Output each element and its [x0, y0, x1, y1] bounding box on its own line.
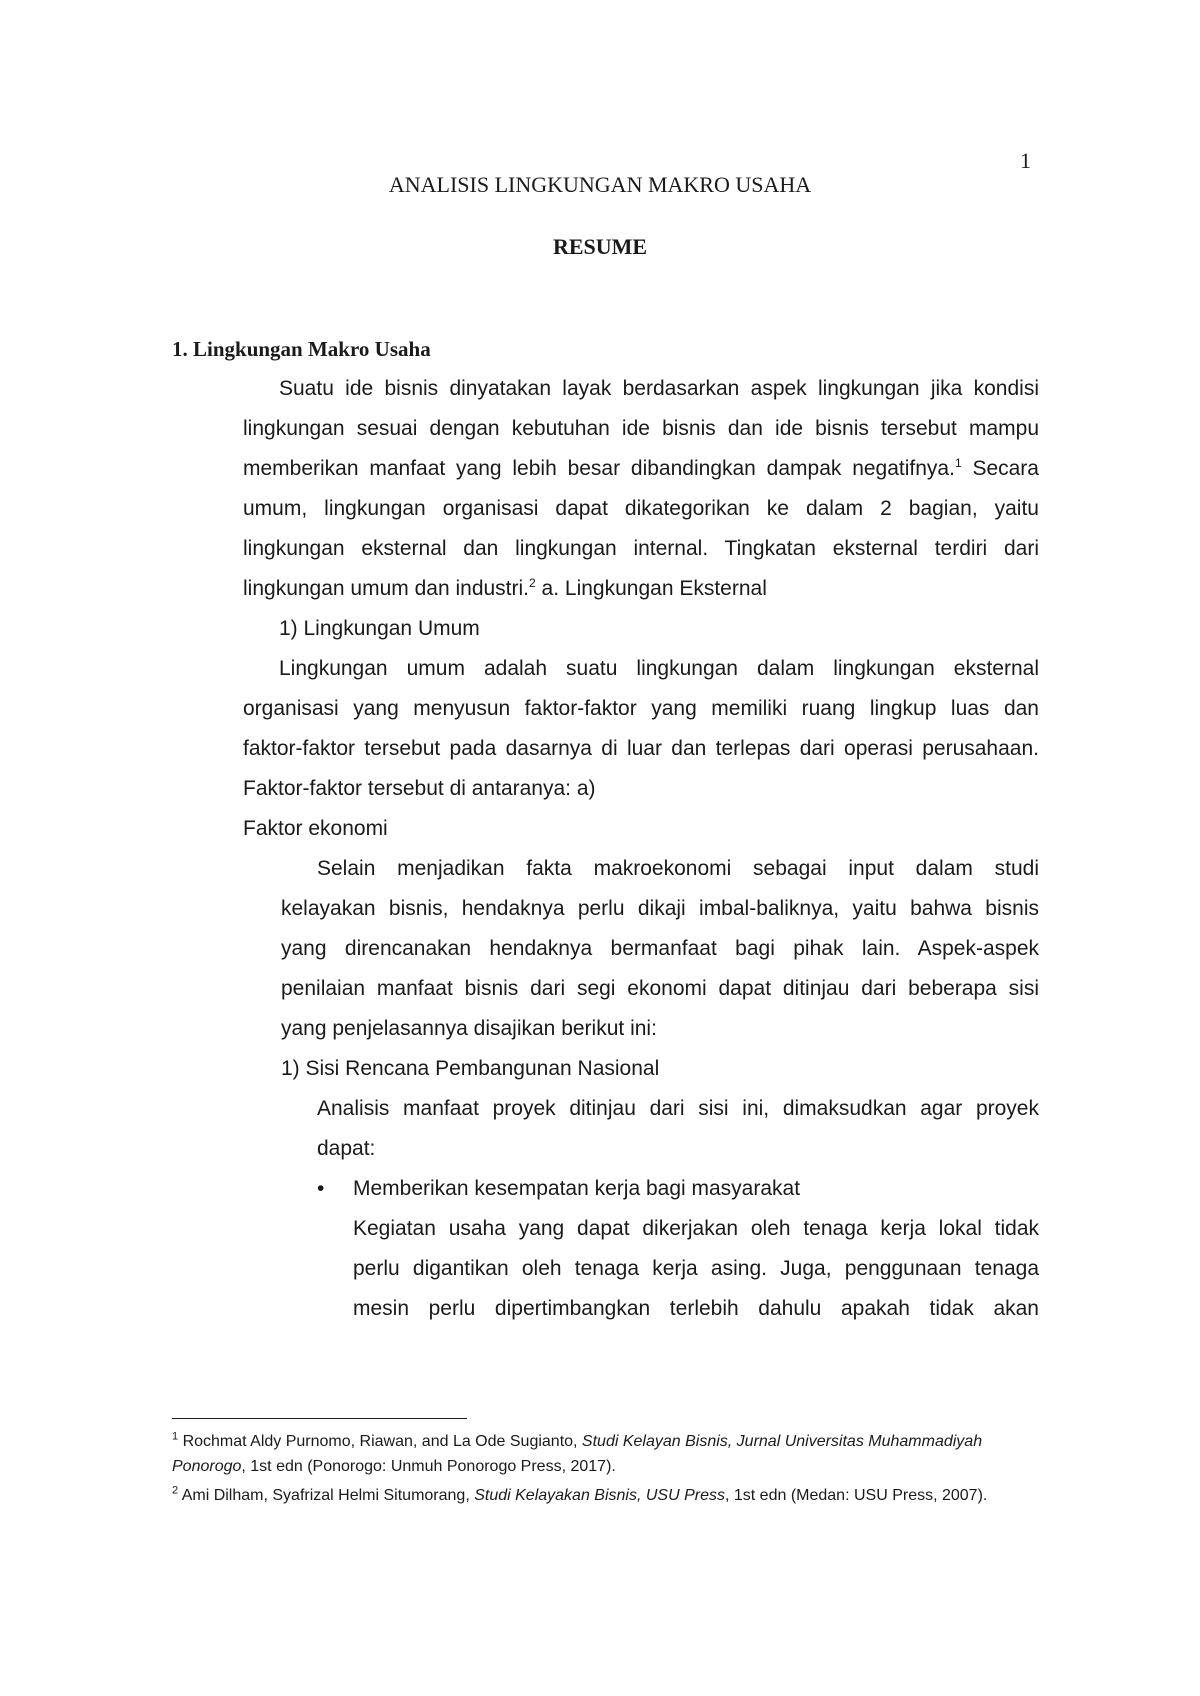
footnote-number: 1 [172, 1430, 179, 1443]
footnote-1 [172, 1430, 1042, 1480]
body-line: penilaian manfaat bisnis dari segi ekonomi dapat ditinjau dari beberapa sisi [281, 977, 1039, 1000]
footnote-source: Studi Kelayan Bisnis, Jurnal Universitas Muhammadiyah Ponorogo [172, 1433, 983, 1475]
body-line: Faktor-faktor tersebut di antaranya: a) [243, 777, 596, 800]
footnote-source: Studi Kelayakan Bisnis, USU Press [474, 1487, 725, 1504]
body-line: faktor-faktor tersebut pada dasarnya di luar dan terlepas dari operasi perusahaan. [243, 737, 1039, 760]
document-subtitle: RESUME [552, 234, 648, 259]
body-line: organisasi yang menyusun faktor-faktor yang memiliki ruang lingkup luas dan [243, 697, 1039, 720]
body-text: lingkungan umum dan industri. [243, 577, 530, 600]
footnote-number: 2 [172, 1484, 179, 1497]
body-line: Kegiatan usaha yang dapat dikerjakan oleh tenaga kerja lokal tidak [353, 1217, 1039, 1240]
page-number: 1 [1020, 148, 1031, 173]
body-text: memberikan manfaat yang lebih besar dibandingkan dampak negatifnya. [243, 457, 955, 480]
footnote-ref[interactable]: 1 [954, 456, 962, 470]
body-line: Faktor ekonomi [243, 817, 388, 840]
document-title: ANALISIS LINGKUNGAN MAKRO USAHA [388, 172, 812, 197]
body-line: dapat: [317, 1137, 376, 1160]
body-line: Suatu ide bisnis dinyatakan layak berdasarkan aspek lingkungan jika kondisi [279, 377, 1039, 400]
subheading-rencana: 1) Sisi Rencana Pembangunan Nasional [281, 1057, 660, 1080]
bullet-marker: • [317, 1177, 325, 1200]
footnote-2 [172, 1484, 1042, 1509]
body-line: yang direncanakan hendaknya bermanfaat bagi pihak lain. Aspek-aspek [281, 937, 1039, 960]
body-line: yang penjelasannya disajikan berikut ini: [281, 1017, 657, 1040]
footnote-authors: Rochmat Aldy Purnomo, Riawan, and La Ode Sugianto, [182, 1433, 582, 1450]
body-line [243, 578, 767, 599]
body-line: lingkungan eksternal dan lingkungan internal. Tingkatan eksternal terdiri dari [243, 537, 1039, 560]
section-heading: 1. Lingkungan Makro Usaha [172, 337, 431, 361]
footnote-details: , 1st edn (Medan: USU Press, 2007). [725, 1487, 988, 1504]
body-line: Analisis manfaat proyek ditinjau dari sisi ini, dimaksudkan agar proyek [317, 1097, 1039, 1120]
body-line: kelayakan bisnis, hendaknya perlu dikaji imbal-baliknya, yaitu bahwa bisnis [281, 897, 1039, 920]
body-line: umum, lingkungan organisasi dapat dikategorikan ke dalam 2 bagian, yaitu [243, 497, 1039, 520]
bullet-label: Memberikan kesempatan kerja bagi masyarakat [353, 1177, 801, 1200]
body-line: lingkungan sesuai dengan kebutuhan ide bisnis dan ide bisnis tersebut mampu [243, 417, 1039, 440]
body-line [243, 458, 1039, 479]
body-text: Secara [972, 457, 1039, 480]
body-line: perlu digantikan oleh tenaga kerja asing. Juga, penggunaan tenaga [353, 1257, 1039, 1280]
footnote-ref[interactable]: 2 [529, 576, 536, 590]
body-line: Selain menjadikan fakta makroekonomi sebagai input dalam studi [317, 857, 1039, 880]
footnote-details: , 1st edn (Ponorogo: Unmuh Ponorogo Press, 2017). [241, 1457, 616, 1475]
subheading-text: a. Lingkungan Eksternal [541, 577, 767, 600]
body-line: mesin perlu dipertimbangkan terlebih dahulu apakah tidak akan [353, 1297, 1039, 1320]
footnote-authors: Ami Dilham, Syafrizal Helmi Situmorang, [181, 1487, 475, 1504]
subheading-umum: 1) Lingkungan Umum [279, 617, 480, 640]
footnote-divider [172, 1418, 467, 1419]
body-line: Lingkungan umum adalah suatu lingkungan dalam lingkungan eksternal [279, 657, 1039, 680]
